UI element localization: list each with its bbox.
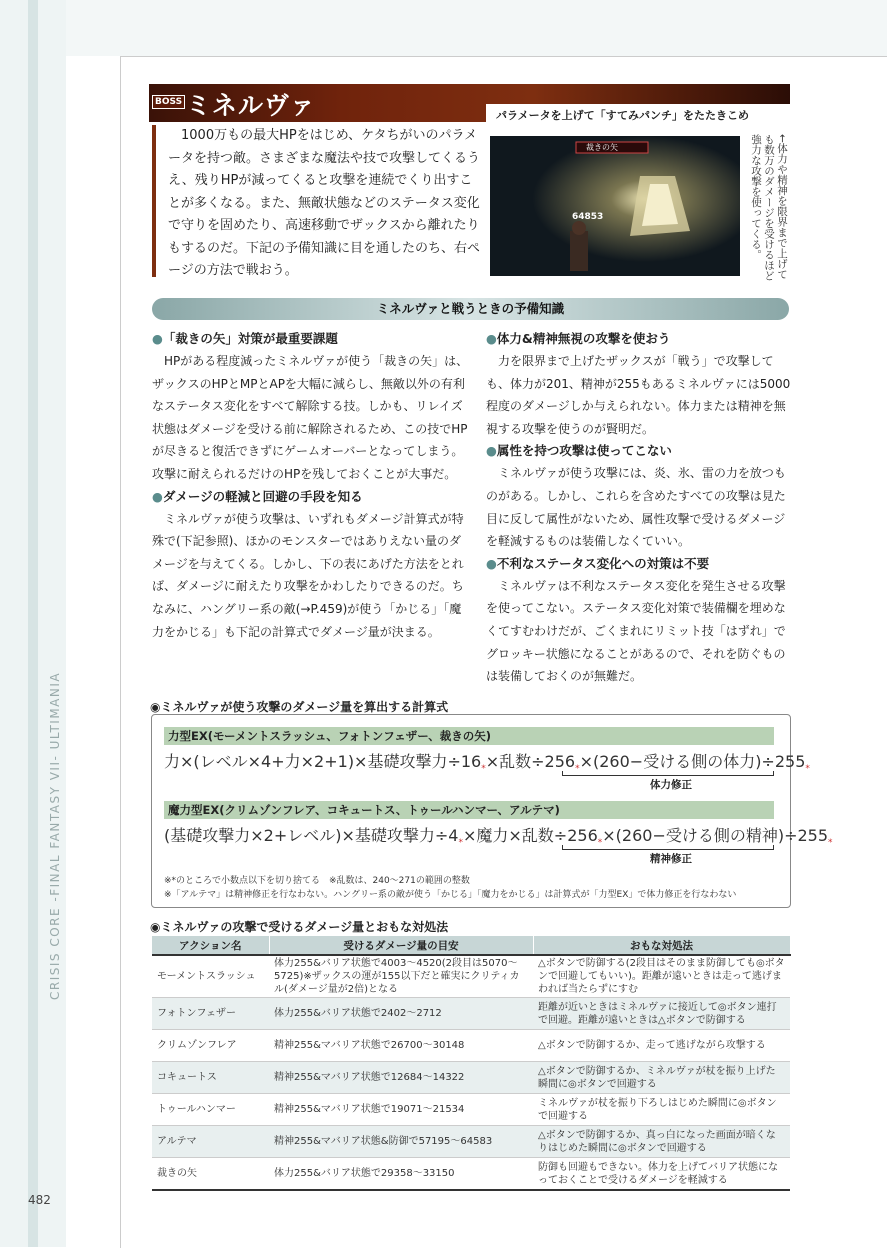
physical-formula-heading: 力型EX(モーメントスラッシュ、フォトンフェザー、裁きの矢) <box>164 727 774 745</box>
boss-tag: BOSS <box>152 95 185 109</box>
table-cell: コキュートス <box>152 1062 269 1094</box>
table-cell: 精神255&マバリア状態&防御で57195〜64583 <box>269 1126 533 1158</box>
col-countermeasure: おもな対処法 <box>533 936 790 955</box>
left-body-1: HPがある程度減ったミネルヴァが使う「裁きの矢」は、ザックスのHPとMPとAPを大幅に減らし、無敵以外の有利なステータス変化をすべて解除する技。しかも、リレイズ状態はダメージを受ける前に解除されるため、この技でHPが尽きると復活できずにゲームオーバーとなってしまう。攻撃に耐えられるだけのHPを残しておくことが大事だ。 <box>152 354 469 481</box>
table-row <box>152 1094 790 1126</box>
table-cell: △ボタンで防御するか、真っ白になった画面が暗くなりはじめた瞬間に◎ボタンで回避する <box>533 1126 790 1158</box>
table-cell: クリムゾンフレア <box>152 1030 269 1062</box>
damage-table-title: ◉ミネルヴァの攻撃で受けるダメージ量とおもな対処法 <box>150 920 449 934</box>
formula-note-1: ※*のところで小数点以下を切り捨てる ※乱数は、240〜271の範囲の整数 <box>164 876 470 886</box>
magic-formula-heading: 魔力型EX(クリムゾンフレア、コキュートス、トゥールハンマー、アルテマ) <box>164 801 774 819</box>
top-band <box>66 0 887 56</box>
page-number: 482 <box>28 1193 51 1207</box>
table-cell: 精神255&マバリア状態で19071〜21534 <box>269 1094 533 1126</box>
physical-mod-label: 体力修正 <box>650 779 692 791</box>
physical-formula: 力×(レベル×4+力×2+1)×基礎攻撃力$\div 16_*\times$乱数$\div 256_*\times(260-$受ける側の体力)$\div 255_*$ <box>164 752 810 775</box>
right-heading-1: ● 体力&精神無視の攻撃を使おう <box>486 328 791 350</box>
right-body-3: ミネルヴァは不利なステータス変化を発生させる攻撃を使ってこない。ステータス変化対策で装備欄を埋めなくてすむわけだが、ごくまれにリミット技「はずれ」でグロッキー状態になることがあるので、それを防ぐものは装備しておくのが無難だ。 <box>486 578 786 684</box>
table-cell: 裁きの矢 <box>152 1158 269 1191</box>
right-heading-3: ● 不利なステータス変化への対策は不要 <box>486 553 791 575</box>
magic-mod-label: 精神修正 <box>650 853 692 865</box>
strategy-subtitle: パラメータを上げて「すてみパンチ」をたたきこめ <box>496 109 749 122</box>
right-body-1: 力を限界まで上げたザックスが「戦う」で攻撃しても、体力が201、精神が255もあるミネルヴァには5000程度のダメージしか与えられない。体力または精神を無視する攻撃を使うのが賢明だ。 <box>486 354 791 436</box>
table-cell: 体力255&バリア状態で4003〜4520(2段目は5070〜5725)※ザックスの運が155以下だと確実にクリティカル(ダメージ量が2倍)となる <box>269 955 533 998</box>
col-damage: 受けるダメージ量の目安 <box>269 936 533 955</box>
left-column <box>152 328 472 643</box>
table-cell: モーメントスラッシュ <box>152 955 269 998</box>
damage-number: 64853 <box>572 212 604 222</box>
battle-screenshot <box>490 136 740 276</box>
damage-table <box>152 936 791 1191</box>
table-cell: 精神255&マバリア状態で26700〜30148 <box>269 1030 533 1062</box>
col-action-name: アクション名 <box>152 936 269 955</box>
left-heading-1: ● 「裁きの矢」対策が最重要課題 <box>152 328 472 350</box>
table-cell: 体力255&バリア状態で2402〜2712 <box>269 998 533 1030</box>
table-cell: △ボタンで防御するか、ミネルヴァが杖を振り上げた瞬間に◎ボタンで回避する <box>533 1062 790 1094</box>
table-cell: △ボタンで防御するか、走って逃げながら攻撃する <box>533 1030 790 1062</box>
table-row <box>152 1030 790 1062</box>
table-cell: アルテマ <box>152 1126 269 1158</box>
page-spine <box>0 0 66 1247</box>
table-row <box>152 1062 790 1094</box>
formula-box <box>151 714 833 908</box>
table-cell: △ボタンで防御する(2段目はそのまま防御しても◎ボタンで回避してもいい)。距離が遠いときは走って逃げまわれば当たらずにすむ <box>533 955 790 998</box>
table-cell: フォトンフェザー <box>152 998 269 1030</box>
screenshot-caption: ←体力や精神を限界まで上げても数万のダメージを受けるほど強力な攻撃を使ってくる。 <box>750 134 788 281</box>
section-header <box>152 298 789 320</box>
right-column <box>486 328 791 688</box>
physical-mod-bracket <box>562 771 774 776</box>
calc-box-title: ◉ミネルヴァが使う攻撃のダメージ量を算出する計算式 <box>150 700 449 714</box>
table-cell: トゥールハンマー <box>152 1094 269 1126</box>
table-cell: 距離が近いときはミネルヴァに接近して◎ボタン連打で回避。距離が遠いときは△ボタンで防御する <box>533 998 790 1030</box>
intro-text: 1000万もの最大HPをはじめ、ケタちがいのパラメータを持つ敵。さまざまな魔法や技で攻撃してくるうえ、残りHPが減ってくると攻撃を連続でくり出すことが多くなる。また、無敵状態などのステータス変化で守りを固めたり、高速移動でザックスから離れたりもするのだ。下記の予備知識に目を通したのち、右ページの方法で戦おう。 <box>152 125 482 277</box>
table-cell: 防御も回避もできない。体力を上げてバリア状態になっておくことで受けるダメージを軽減する <box>533 1158 790 1191</box>
formula-note-2: ※「アルテマ」は精神修正を行なわない。ハングリー系の敵が使う「かじる」「魔力をかじる」は計算式が「力型EX」で体力修正を行なわない <box>164 890 737 900</box>
table-row <box>152 955 790 998</box>
section-title: ミネルヴァと戦うときの予備知識 <box>376 301 565 316</box>
table-cell: 体力255&バリア状態で29358〜33150 <box>269 1158 533 1191</box>
left-body-2: ミネルヴァが使う攻撃は、いずれもダメージ計算式が特殊で(下記参照)、ほかのモンスターではありえない量のダメージを与えてくる。しかし、下の表にあげた方法をとれば、ダメージに耐えたり攻撃をかわしたりできるのだ。ちなみに、ハングリー系の敵(→P.459)が使う「かじる」「魔力をかじる」も下記の計算式でダメージ量が決まる。 <box>152 511 464 639</box>
right-heading-2: ● 属性を持つ攻撃は使ってこない <box>486 440 791 462</box>
skill-name-label: 裁きの矢 <box>586 143 618 152</box>
magic-formula: (基礎攻撃力×2+レベル)×基礎攻撃力$\div 4_*\times$魔力×乱数$\div 256_*\times(260-$受ける側の精神)$\div 255_*$ <box>164 826 833 849</box>
right-body-2: ミネルヴァが使う攻撃には、炎、氷、雷の力を放つものがある。しかし、これらを含めたすべての攻撃は見た目に反して属性がないため、属性攻撃で受けるダメージを軽減するものは装備しなくていい。 <box>486 466 786 549</box>
table-row <box>152 1158 790 1191</box>
table-row <box>152 998 790 1030</box>
battle-scene-image <box>490 136 740 276</box>
boss-name: ミネルヴァ <box>186 91 316 120</box>
left-heading-2: ● ダメージの軽減と回避の手段を知る <box>152 486 472 508</box>
table-row <box>152 1126 790 1158</box>
table-header-row <box>152 936 790 955</box>
table-cell: ミネルヴァが杖を振り下ろしはじめた瞬間に◎ボタンで回避する <box>533 1094 790 1126</box>
table-cell: 精神255&マバリア状態で12684〜14322 <box>269 1062 533 1094</box>
spine-title: CRISIS CORE -FINAL FANTASY VII- ULTIMANIA <box>48 671 62 1000</box>
magic-mod-bracket <box>562 845 774 850</box>
spine-strip <box>28 0 38 1247</box>
